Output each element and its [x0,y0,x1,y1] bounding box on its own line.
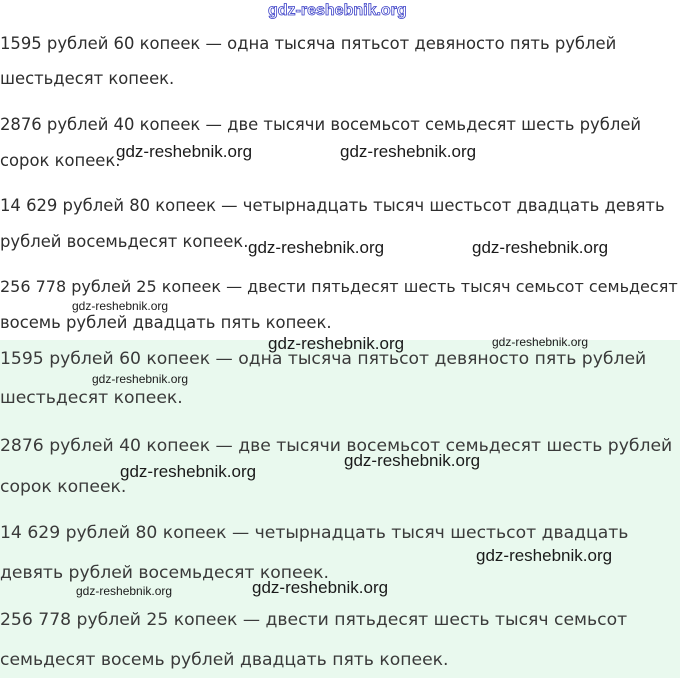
watermark-text: gdz-reshebnik.org [476,546,613,565]
watermark-text: gdz-reshebnik.org [344,451,481,470]
text-line: 1595 рублей 60 копеек — одна тысяча пятьсот девяносто пять рублей [0,349,647,369]
watermark-text: gdz-reshebnik.org [268,334,405,353]
watermark-text: gdz-reshebnik.org [492,335,589,349]
text-line: восемь рублей двадцать пять копеек. [0,313,332,332]
watermark-text: gdz-reshebnik.org [92,372,189,386]
watermark-text: gdz-reshebnik.org [120,462,257,481]
text-line: 256 778 рублей 25 копеек — двести пятьдесят шесть тысяч семьсот [0,610,628,630]
text-line: сорок копеек. [0,151,121,170]
text-line: шестьдесят копеек. [0,69,175,88]
text-line: сорок копеек. [0,477,127,497]
watermark-text: gdz-reshebnik.org [472,238,609,257]
watermark-text: gdz-reshebnik.org [72,299,169,313]
watermark-text: gdz-reshebnik.org [76,584,173,598]
watermark-text: gdz-reshebnik.org [248,238,385,257]
text-line: семьдесят восемь рублей двадцать пять копеек. [0,650,449,670]
text-line: 2876 рублей 40 копеек — две тысячи восемьсот семьдесят шесть рублей [0,115,642,134]
text-line: 2876 рублей 40 копеек — две тысячи восемьсот семьдесят шесть рублей [0,436,673,456]
text-line: 1595 рублей 60 копеек — одна тысяча пятьсот девяносто пять рублей [0,34,617,53]
text-line: 14 629 рублей 80 копеек — четырнадцать тысяч шестьсот двадцать [0,523,629,543]
text-line: шестьдесят копеек. [0,388,183,408]
watermark-text: gdz-reshebnik.org [252,578,389,597]
watermark-text: gdz-reshebnik.org [340,142,477,161]
watermark-logo: gdz-reshebnik.org [268,2,407,19]
text-line: 14 629 рублей 80 копеек — четырнадцать тысяч шестьсот двадцать девять [0,196,665,215]
watermark-text: gdz-reshebnik.org [116,142,253,161]
text-line: 256 778 рублей 25 копеек — двести пятьдесят шесть тысяч семьсот семьдесят [0,277,678,296]
text-line: девять рублей восемьдесят копеек. [0,563,330,583]
text-line: рублей восемьдесят копеек. [0,232,249,251]
